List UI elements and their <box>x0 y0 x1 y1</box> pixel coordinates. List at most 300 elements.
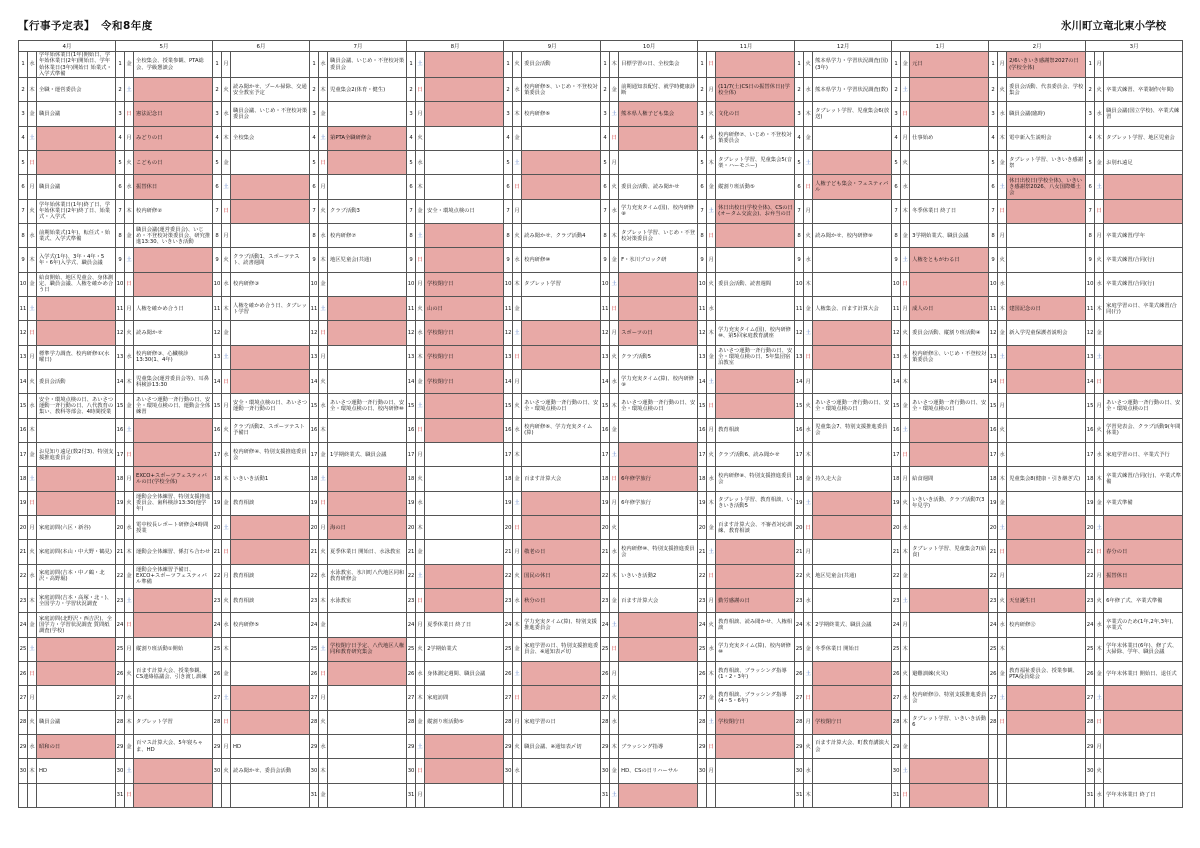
day-number: 11 <box>795 297 804 321</box>
day-number: 6 <box>698 175 707 199</box>
day-number: 9 <box>504 248 513 272</box>
weekday: 木 <box>901 637 910 661</box>
event-cell: 職員会議、いじめ・不登校対策委員会 <box>231 102 310 126</box>
weekday: 土 <box>998 175 1007 199</box>
weekday: 火 <box>28 199 37 223</box>
event-cell: みどりの日 <box>134 126 213 150</box>
day-number: 23 <box>116 588 125 612</box>
weekday <box>513 783 522 807</box>
day-number: 25 <box>504 637 513 661</box>
event-cell: 縦割り班活動①開始 <box>134 637 213 661</box>
day-number: 26 <box>601 661 610 685</box>
weekday: 土 <box>901 248 910 272</box>
event-cell: 職員会議 <box>37 102 116 126</box>
day-number: 23 <box>213 588 222 612</box>
event-cell <box>37 321 116 345</box>
event-cell <box>328 175 407 199</box>
event-cell <box>619 515 698 539</box>
day-number: 4 <box>795 126 804 150</box>
event-cell <box>619 710 698 734</box>
day-number: 23 <box>795 588 804 612</box>
day-number: 28 <box>795 710 804 734</box>
weekday: 土 <box>804 661 813 685</box>
weekday: 火 <box>513 394 522 418</box>
weekday <box>998 759 1007 783</box>
weekday: 火 <box>319 199 328 223</box>
event-cell: 6年修学旅行 <box>619 467 698 491</box>
day-number: 1 <box>892 52 901 78</box>
event-cell: 読み聞かせ、プール掃除、交通安全教室予定 <box>231 78 310 102</box>
weekday: 月 <box>804 370 813 394</box>
weekday: 月 <box>28 515 37 539</box>
day-number: 30 <box>1086 759 1095 783</box>
weekday: 火 <box>998 418 1007 442</box>
day-number: 6 <box>1086 175 1095 199</box>
event-cell <box>425 102 504 126</box>
day-number: 23 <box>407 588 416 612</box>
weekday: 日 <box>513 515 522 539</box>
event-cell: 卒業式練習/合同(行) <box>1104 272 1183 296</box>
day-number: 9 <box>213 248 222 272</box>
day-number: 20 <box>989 515 998 539</box>
event-cell <box>1104 52 1183 78</box>
event-cell: タブレット学習、児童集会7(給食) <box>910 540 989 564</box>
weekday: 月 <box>28 175 37 199</box>
event-cell <box>910 370 989 394</box>
day-number: 24 <box>989 613 998 637</box>
day-row <box>19 102 1183 126</box>
event-cell <box>425 126 504 150</box>
day-row <box>19 710 1183 734</box>
weekday: 金 <box>707 345 716 369</box>
day-number: 23 <box>19 588 28 612</box>
event-cell <box>1104 686 1183 710</box>
day-number: 13 <box>601 345 610 369</box>
day-number: 25 <box>795 637 804 661</box>
weekday: 土 <box>416 52 425 78</box>
event-cell <box>1007 199 1086 223</box>
day-number <box>504 783 513 807</box>
weekday: 日 <box>804 175 813 199</box>
day-number: 3 <box>698 102 707 126</box>
event-cell <box>231 321 310 345</box>
day-number: 16 <box>989 418 998 442</box>
day-number: 29 <box>213 734 222 758</box>
weekday: 月 <box>610 661 619 685</box>
event-cell <box>425 467 504 491</box>
weekday: 金 <box>28 613 37 637</box>
weekday: 日 <box>513 175 522 199</box>
weekday: 金 <box>513 637 522 661</box>
day-number: 27 <box>310 686 319 710</box>
day-number: 8 <box>310 224 319 248</box>
event-cell: あいさつ運動一斉行動の日、安全・環境点検の日、5年集団宿泊教室 <box>716 345 795 369</box>
event-cell <box>910 613 989 637</box>
day-number: 27 <box>698 686 707 710</box>
day-number: 12 <box>116 321 125 345</box>
event-cell <box>134 613 213 637</box>
day-number: 12 <box>698 321 707 345</box>
weekday: 火 <box>125 491 134 515</box>
weekday: 木 <box>610 52 619 78</box>
day-number: 24 <box>698 613 707 637</box>
event-cell: 校内研修② <box>134 199 213 223</box>
day-number: 22 <box>1086 564 1095 588</box>
event-cell <box>813 783 892 807</box>
event-cell: 教育相談、ブラッシング指導(4・5・6年) <box>716 686 795 710</box>
event-cell <box>231 661 310 685</box>
day-number: 24 <box>892 613 901 637</box>
event-cell: 委員会活動、読書週間 <box>716 272 795 296</box>
month-header-6: 9月 <box>504 41 601 52</box>
event-cell <box>910 442 989 466</box>
event-cell: 委員会活動 <box>37 370 116 394</box>
event-cell <box>910 418 989 442</box>
day-number: 9 <box>795 248 804 272</box>
day-number: 3 <box>407 102 416 126</box>
weekday: 土 <box>319 637 328 661</box>
weekday: 金 <box>513 126 522 150</box>
day-number: 1 <box>504 52 513 78</box>
day-number: 25 <box>19 637 28 661</box>
day-number: 18 <box>795 467 804 491</box>
weekday <box>998 734 1007 758</box>
day-number: 11 <box>892 297 901 321</box>
weekday: 水 <box>610 710 619 734</box>
day-number: 14 <box>601 370 610 394</box>
day-number: 18 <box>698 467 707 491</box>
day-number: 26 <box>1086 661 1095 685</box>
event-cell <box>328 491 407 515</box>
day-number: 13 <box>698 345 707 369</box>
event-cell <box>619 783 698 807</box>
weekday <box>222 783 231 807</box>
weekday: 日 <box>707 394 716 418</box>
event-cell <box>910 783 989 807</box>
event-cell: クラブ活動6、読み聞かせ <box>716 442 795 466</box>
event-cell: 新入学児童保護者説明会 <box>1007 321 1086 345</box>
weekday: 木 <box>222 637 231 661</box>
event-cell <box>37 686 116 710</box>
weekday: 木 <box>804 272 813 296</box>
event-cell <box>813 151 892 175</box>
weekday: 金 <box>610 78 619 102</box>
day-number: 16 <box>116 418 125 442</box>
event-cell: 海の日 <box>328 515 407 539</box>
day-number: 24 <box>407 613 416 637</box>
weekday: 水 <box>222 613 231 637</box>
event-cell <box>522 491 601 515</box>
day-number: 18 <box>213 467 222 491</box>
event-cell: 家庭訪問(吉本・高塚・北・)、全国学力・学習状況調査 <box>37 588 116 612</box>
weekday: 金 <box>416 710 425 734</box>
event-cell: 百ます計算大会 <box>522 467 601 491</box>
day-number: 8 <box>213 224 222 248</box>
weekday: 金 <box>222 491 231 515</box>
day-number: 12 <box>795 321 804 345</box>
event-cell: タブレット学習 <box>134 710 213 734</box>
day-number <box>19 783 28 807</box>
day-number: 31 <box>795 783 804 807</box>
event-cell <box>425 540 504 564</box>
event-cell: 国民の休日 <box>522 564 601 588</box>
weekday: 日 <box>1095 540 1104 564</box>
event-cell <box>1104 199 1183 223</box>
event-cell: HD <box>37 759 116 783</box>
event-cell <box>716 224 795 248</box>
weekday: 月 <box>901 613 910 637</box>
day-row <box>19 370 1183 394</box>
weekday: 月 <box>1095 224 1104 248</box>
weekday: 月 <box>416 272 425 296</box>
event-cell <box>522 783 601 807</box>
event-cell <box>910 175 989 199</box>
event-cell: 学習発表会、クラブ活動9(年間休業) <box>1104 418 1183 442</box>
event-cell <box>37 151 116 175</box>
weekday: 月 <box>707 759 716 783</box>
day-number: 8 <box>601 224 610 248</box>
weekday: 月 <box>610 321 619 345</box>
event-cell <box>328 272 407 296</box>
day-number: 14 <box>407 370 416 394</box>
event-cell <box>1007 491 1086 515</box>
event-cell <box>231 151 310 175</box>
day-number: 15 <box>698 394 707 418</box>
weekday: 木 <box>998 467 1007 491</box>
weekday: 木 <box>28 588 37 612</box>
weekday: 火 <box>804 224 813 248</box>
event-cell <box>910 588 989 612</box>
event-cell: 家庭訪問(北野沢・西吉沢)、全国学力・学習状況調査 質問紙調査(学校) <box>37 613 116 637</box>
weekday: 水 <box>707 467 716 491</box>
weekday: 火 <box>707 272 716 296</box>
day-number: 16 <box>1086 418 1095 442</box>
weekday: 火 <box>901 151 910 175</box>
event-cell <box>716 540 795 564</box>
event-cell <box>328 686 407 710</box>
weekday: 金 <box>28 102 37 126</box>
day-number: 1 <box>601 52 610 78</box>
day-number: 10 <box>19 272 28 296</box>
day-number: 29 <box>407 734 416 758</box>
day-row <box>19 759 1183 783</box>
event-cell: 給食週間 <box>910 467 989 491</box>
day-number: 2 <box>19 78 28 102</box>
weekday: 日 <box>319 491 328 515</box>
event-cell: 職員会議、いじめ・不登校対策委員会 <box>328 52 407 78</box>
doc-title-label: 【行事予定表】 <box>18 20 95 32</box>
weekday: 土 <box>901 78 910 102</box>
day-number: 22 <box>407 564 416 588</box>
event-cell: 卒業式のため(1年,2年,3年)、卒業式 <box>1104 613 1183 637</box>
event-cell: 児童集会2(体育・健生) <box>328 78 407 102</box>
event-cell: 全校集会、授業参観、PTA総会、学級懇談会 <box>134 52 213 78</box>
day-number: 3 <box>601 102 610 126</box>
day-number: 7 <box>19 199 28 223</box>
day-number: 2 <box>795 78 804 102</box>
day-number: 6 <box>310 175 319 199</box>
weekday: 土 <box>707 540 716 564</box>
weekday: 土 <box>998 686 1007 710</box>
weekday: 月 <box>416 783 425 807</box>
day-number: 5 <box>989 151 998 175</box>
event-cell: いきいき活動2 <box>619 564 698 588</box>
day-number: 15 <box>116 394 125 418</box>
event-cell: 百ます計算大会、町教育講演大会 <box>813 734 892 758</box>
weekday: 水 <box>28 52 37 78</box>
event-cell: 百ます計算大会 <box>619 588 698 612</box>
event-cell <box>1104 175 1183 199</box>
weekday: 土 <box>610 442 619 466</box>
day-number: 7 <box>989 199 998 223</box>
weekday: 土 <box>28 126 37 150</box>
weekday: 月 <box>125 297 134 321</box>
day-number: 1 <box>19 52 28 78</box>
event-cell <box>134 78 213 102</box>
month-header-2: 5月 <box>116 41 213 52</box>
day-number: 17 <box>213 442 222 466</box>
weekday: 火 <box>1095 588 1104 612</box>
weekday: 木 <box>804 613 813 637</box>
day-number: 22 <box>989 564 998 588</box>
weekday: 水 <box>1095 442 1104 466</box>
weekday: 水 <box>707 297 716 321</box>
day-number: 17 <box>1086 442 1095 466</box>
day-row <box>19 126 1183 150</box>
event-cell: 文化の日 <box>716 102 795 126</box>
day-number <box>698 783 707 807</box>
weekday: 火 <box>28 370 37 394</box>
day-number: 17 <box>407 442 416 466</box>
event-cell <box>522 321 601 345</box>
day-number: 2 <box>116 78 125 102</box>
event-cell: 職員会議(国立学校)、卒業式練習 <box>1104 102 1183 126</box>
weekday: 木 <box>319 78 328 102</box>
day-number: 19 <box>601 491 610 515</box>
event-cell: 教育相談 <box>231 491 310 515</box>
event-cell: 家庭訪問(六区・新谷) <box>37 515 116 539</box>
event-cell: 避難訓練(火災) <box>910 661 989 685</box>
day-number: 21 <box>310 540 319 564</box>
event-cell: 教育相談 <box>231 588 310 612</box>
event-cell: 電中校長レポート研修会4時間授業 <box>134 515 213 539</box>
event-cell <box>619 686 698 710</box>
day-number: 5 <box>116 151 125 175</box>
day-number: 31 <box>892 783 901 807</box>
event-cell: 学年始休業日(1年)終了日、学年始休業日(2年)終了日、始業式・入学式 <box>37 199 116 223</box>
day-number: 29 <box>1086 734 1095 758</box>
weekday: 月 <box>804 540 813 564</box>
event-cell: 家庭訪問(吉本・中ノ鶴・北沢・高野堀) <box>37 564 116 588</box>
month-header-12: 3月 <box>1086 41 1183 52</box>
day-number: 20 <box>407 515 416 539</box>
day-row <box>19 321 1183 345</box>
event-cell: 標準学力調査、校内研修①(水曜日) <box>37 345 116 369</box>
event-cell: 学校閉庁日予定、八代地区人権同和教育研究集会 <box>328 637 407 661</box>
event-cell <box>328 783 407 807</box>
weekday: 日 <box>416 588 425 612</box>
day-number: 26 <box>795 661 804 685</box>
day-number: 17 <box>989 442 998 466</box>
event-cell <box>134 272 213 296</box>
day-number: 21 <box>116 540 125 564</box>
weekday: 日 <box>319 321 328 345</box>
day-number: 3 <box>989 102 998 126</box>
day-number: 20 <box>698 515 707 539</box>
month-header-4: 7月 <box>310 41 407 52</box>
event-cell <box>37 783 116 807</box>
event-cell <box>619 442 698 466</box>
day-number: 19 <box>407 491 416 515</box>
weekday: 水 <box>1095 613 1104 637</box>
weekday: 火 <box>804 394 813 418</box>
event-cell <box>522 199 601 223</box>
event-cell <box>619 418 698 442</box>
weekday: 水 <box>998 272 1007 296</box>
event-cell: 熊本県学力・学習状況調査(数) <box>813 78 892 102</box>
weekday: 月 <box>901 467 910 491</box>
weekday: 日 <box>901 783 910 807</box>
weekday: 月 <box>513 370 522 394</box>
event-cell <box>1007 224 1086 248</box>
event-cell: 天皇誕生日 <box>1007 588 1086 612</box>
weekday: 日 <box>125 442 134 466</box>
weekday: 火 <box>513 224 522 248</box>
weekday: 月 <box>319 175 328 199</box>
day-number: 18 <box>989 467 998 491</box>
event-cell: 学校閉庁日 <box>425 321 504 345</box>
day-number: 14 <box>504 370 513 394</box>
weekday: 月 <box>222 734 231 758</box>
day-number: 18 <box>407 467 416 491</box>
event-cell: 成人の日 <box>910 297 989 321</box>
event-cell: 委員会活動、縦割り班活動④ <box>910 321 989 345</box>
weekday: 月 <box>513 199 522 223</box>
weekday: 金 <box>319 783 328 807</box>
day-row <box>19 661 1183 685</box>
day-number: 20 <box>892 515 901 539</box>
day-row <box>19 272 1183 296</box>
event-cell: 安全・環境点検の日 <box>425 199 504 223</box>
day-number: 15 <box>601 394 610 418</box>
event-cell: 学力充実タイム(国)、校内研修⑧ <box>619 199 698 223</box>
weekday: 日 <box>513 345 522 369</box>
day-number: 30 <box>310 759 319 783</box>
event-cell <box>425 394 504 418</box>
day-number: 18 <box>310 467 319 491</box>
day-number: 9 <box>989 248 998 272</box>
day-number: 8 <box>892 224 901 248</box>
weekday: 日 <box>901 272 910 296</box>
event-cell <box>1104 759 1183 783</box>
day-number: 12 <box>892 321 901 345</box>
event-cell <box>910 102 989 126</box>
day-number: 10 <box>116 272 125 296</box>
day-number: 20 <box>504 515 513 539</box>
weekday: 月 <box>610 151 619 175</box>
day-number: 13 <box>407 345 416 369</box>
day-number: 2 <box>407 78 416 102</box>
day-number: 27 <box>213 686 222 710</box>
event-cell <box>134 686 213 710</box>
day-number: 11 <box>213 297 222 321</box>
weekday: 水 <box>28 564 37 588</box>
event-cell: スポーツの日 <box>619 321 698 345</box>
day-number: 1 <box>116 52 125 78</box>
event-cell <box>328 102 407 126</box>
event-cell <box>522 345 601 369</box>
weekday: 金 <box>610 248 619 272</box>
